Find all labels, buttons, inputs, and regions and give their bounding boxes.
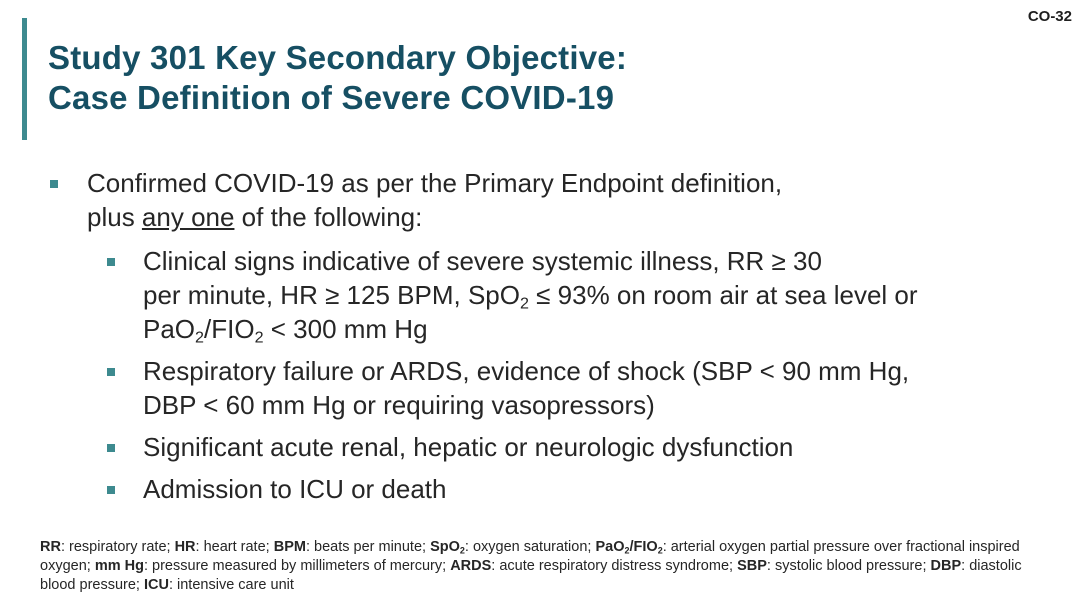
abbreviations-footnote xyxy=(40,538,1060,595)
abbr-definition: : respiratory rate; xyxy=(60,539,175,555)
organ-line: Significant acute renal, hepatic or neurologic dysfunction xyxy=(143,432,794,462)
abbr-definition: : pressure measured by millimeters of mercury; xyxy=(143,558,451,574)
clinical-text: ≤ 93% on room air at sea level or xyxy=(528,280,918,310)
abbr-definition: : intensive care unit xyxy=(168,577,294,593)
abbr-definition: : systolic blood pressure; xyxy=(766,558,931,574)
subscript: 2 xyxy=(459,545,465,556)
subscript: 2 xyxy=(657,545,663,556)
abbr-definition: : acute respiratory distress syndrome; xyxy=(491,558,738,574)
clinical-text: < 300 mm Hg xyxy=(263,314,428,344)
abbr-definition: : heart rate; xyxy=(195,539,274,555)
title-line-2: Case Definition of Severe COVID-19 xyxy=(48,79,615,116)
subscript: 2 xyxy=(195,328,204,347)
abbr-term: HR xyxy=(174,539,196,555)
abbr-term: ICU xyxy=(143,577,169,593)
main-bullet-line-1: Confirmed COVID-19 as per the Primary Endpoint definition, xyxy=(87,168,783,198)
main-bullet-text: of the following: xyxy=(234,202,423,232)
respiratory-line-2: DBP < 60 mm Hg or requiring vasopressors) xyxy=(143,390,655,420)
slide-number: CO-32 xyxy=(1027,8,1072,25)
clinical-line-3 xyxy=(143,312,1048,346)
icu-line: Admission to ICU or death xyxy=(143,474,447,504)
main-bullet-text: plus xyxy=(87,202,142,232)
main-bullet-line-2 xyxy=(87,200,1048,234)
bullet-list xyxy=(48,166,1048,506)
abbr-term: /FIO xyxy=(629,539,658,555)
subscript: 2 xyxy=(254,328,264,347)
abbr-definition: : beats per minute; xyxy=(305,539,431,555)
abbr-term: BPM xyxy=(273,539,306,555)
sub-bullet-organ-dysfunction xyxy=(104,430,1048,464)
sub-bullet-icu-or-death xyxy=(104,472,1048,506)
clinical-line-2 xyxy=(143,278,1048,312)
abbr-term: mm Hg xyxy=(94,558,144,574)
square-bullet-icon xyxy=(107,368,115,376)
square-bullet-icon xyxy=(107,486,115,494)
clinical-text: per minute, HR ≥ 125 BPM, SpO xyxy=(143,280,520,310)
abbr-term: RR xyxy=(40,539,61,555)
respiratory-line-1: Respiratory failure or ARDS, evidence of shock (SBP < 90 mm Hg, xyxy=(143,356,910,386)
underlined-emphasis: any one xyxy=(141,202,235,232)
abbr-term: ARDS xyxy=(450,558,492,574)
abbr-term: PaO xyxy=(595,539,625,555)
square-bullet-icon xyxy=(50,180,58,188)
abbr-term: DBP xyxy=(930,558,962,574)
subscript: 2 xyxy=(519,294,529,313)
sub-bullet-respiratory-failure xyxy=(104,354,1048,422)
clinical-line-1: Clinical signs indicative of severe systemic illness, RR ≥ 30 xyxy=(143,246,822,276)
sub-bullet-clinical-signs xyxy=(104,244,1048,346)
title-line-1: Study 301 Key Secondary Objective: xyxy=(48,39,628,76)
main-bullet xyxy=(48,166,1048,234)
square-bullet-icon xyxy=(107,258,115,266)
title-accent-bar xyxy=(22,18,27,140)
square-bullet-icon xyxy=(107,444,115,452)
abbr-term: SpO xyxy=(430,539,460,555)
abbr-definition: : oxygen saturation; xyxy=(464,539,596,555)
clinical-text: /FIO xyxy=(204,314,255,344)
abbr-term: SBP xyxy=(737,558,767,574)
abbr-definition: : arterial oxygen partial pressure over fractional inspired oxygen; xyxy=(40,539,1020,574)
abbr-definition: : diastolic blood pressure; xyxy=(40,558,1022,593)
clinical-text: PaO xyxy=(143,314,196,344)
slide-title xyxy=(48,38,627,118)
subscript: 2 xyxy=(624,545,630,556)
